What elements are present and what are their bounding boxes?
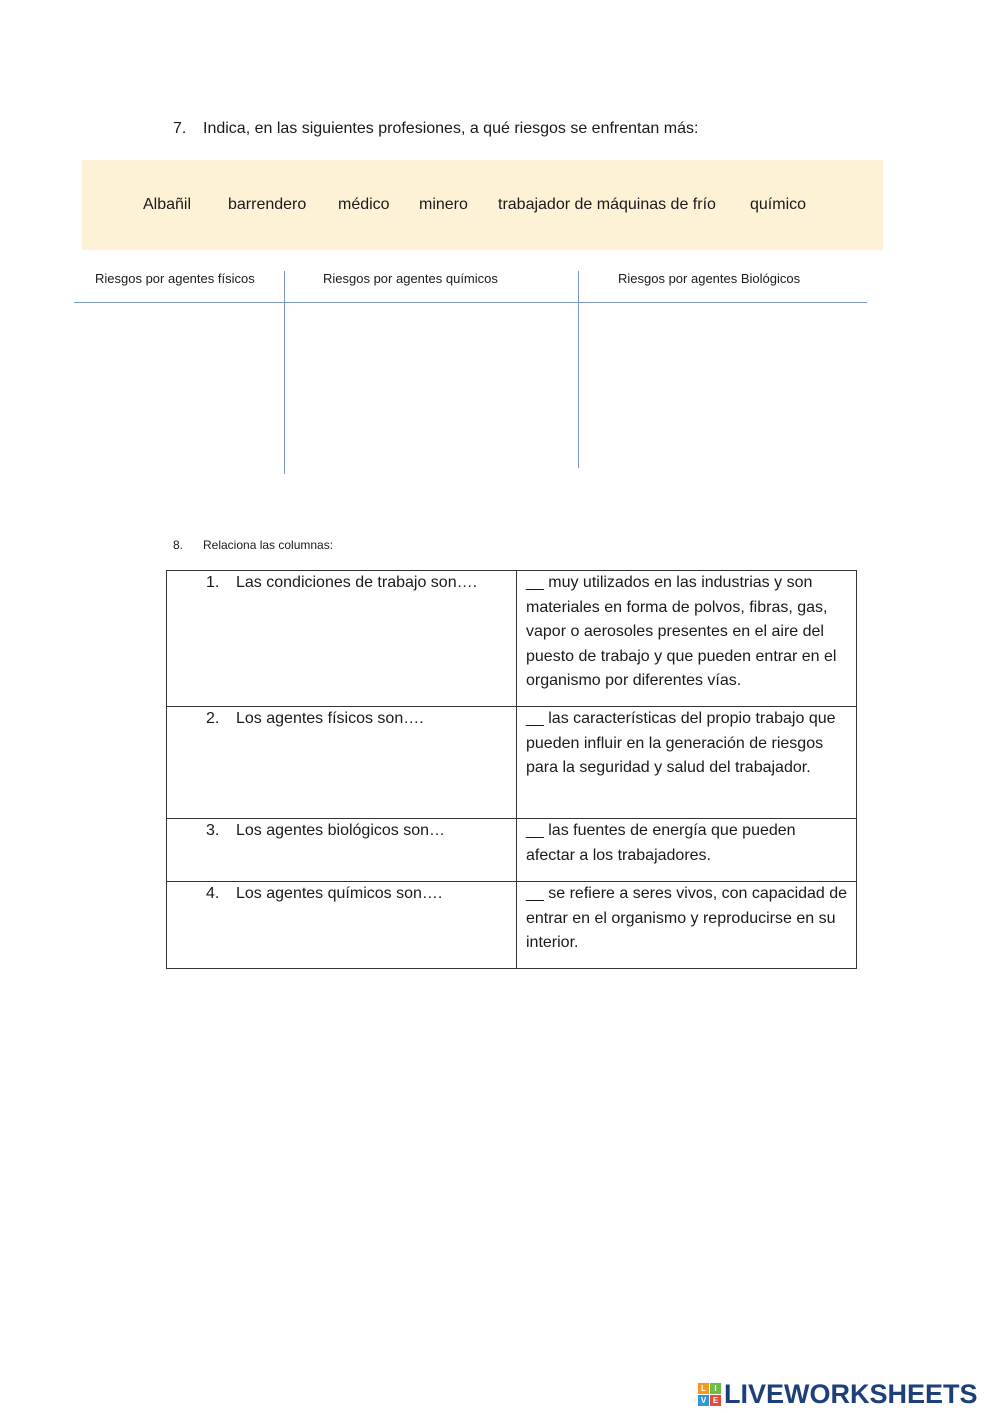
match-left-text: Los agentes físicos son….	[236, 710, 424, 727]
match-number: 1.	[206, 574, 220, 591]
word-bank-item[interactable]: trabajador de máquinas de frío	[498, 196, 716, 213]
match-left-cell	[167, 819, 517, 882]
match-right-text: __ se refiere a seres vivos, con capacidad de entrar en el organismo y reproducirse en su interior.	[526, 885, 848, 951]
drop-zone-physical[interactable]	[74, 304, 283, 472]
match-left-cell	[167, 707, 517, 819]
question-8-text: Relaciona las columnas:	[203, 538, 334, 552]
match-right-cell[interactable]	[517, 819, 857, 882]
match-right-cell[interactable]	[517, 707, 857, 819]
match-left-cell	[167, 571, 517, 707]
question-7-number: 7.	[173, 120, 187, 137]
column-header-biological: Riesgos por agentes Biológicos	[618, 271, 801, 286]
liveworksheets-logo	[698, 1377, 978, 1411]
match-number: 2.	[206, 710, 220, 727]
column-divider-horizontal	[74, 302, 867, 303]
match-right-text: __ muy utilizados en las industrias y son materiales en forma de polvos, fibras, gas, vapor o aerosoles presentes en el aire del puesto de trabajo y que pueden entrar en el organismo por diferentes vías.	[526, 574, 837, 689]
question-8	[173, 538, 333, 552]
match-left-text: Los agentes químicos son….	[236, 885, 443, 902]
match-right-cell[interactable]	[517, 882, 857, 969]
word-bank-item[interactable]: Albañil	[143, 196, 192, 213]
liveworksheets-logo-text: LIVEWORKSHEETS	[724, 1378, 978, 1409]
matching-table	[166, 570, 857, 969]
drop-zone-biological[interactable]	[580, 304, 866, 468]
column-header-physical: Riesgos por agentes físicos	[95, 271, 255, 286]
match-right-text: __ las características del propio trabajo que pueden influir en la generación de riesgos para la seguridad y salud del trabajador.	[526, 710, 836, 776]
match-right-cell[interactable]	[517, 571, 857, 707]
logo-letter: L	[698, 1383, 709, 1394]
logo-letter: V	[698, 1395, 709, 1406]
match-number: 4.	[206, 885, 220, 902]
column-divider-vertical	[578, 271, 579, 468]
match-right-text: __ las fuentes de energía que pueden afectar a los trabajadores.	[526, 822, 796, 864]
word-bank	[82, 160, 883, 250]
column-divider-vertical	[284, 271, 285, 474]
table-row	[167, 571, 857, 707]
question-8-number: 8.	[173, 538, 184, 552]
word-bank-item[interactable]: médico	[338, 196, 390, 213]
table-row	[167, 707, 857, 819]
column-header-chemical: Riesgos por agentes químicos	[323, 271, 498, 286]
question-7-text: Indica, en las siguientes profesiones, a qué riesgos se enfrentan más:	[203, 120, 699, 137]
table-row	[167, 882, 857, 969]
drop-zone-chemical[interactable]	[286, 304, 577, 472]
question-7	[173, 120, 698, 138]
match-number: 3.	[206, 822, 220, 839]
match-left-cell	[167, 882, 517, 969]
liveworksheets-logo-icon	[698, 1383, 721, 1406]
table-row	[167, 819, 857, 882]
match-left-text: Los agentes biológicos son…	[236, 822, 446, 839]
logo-letter: I	[710, 1383, 721, 1394]
word-bank-item[interactable]: minero	[419, 196, 468, 213]
logo-letter: E	[710, 1395, 721, 1406]
word-bank-item[interactable]: barrendero	[228, 196, 307, 213]
match-left-text: Las condiciones de trabajo son….	[236, 574, 478, 591]
word-bank-item[interactable]: químico	[750, 196, 807, 213]
